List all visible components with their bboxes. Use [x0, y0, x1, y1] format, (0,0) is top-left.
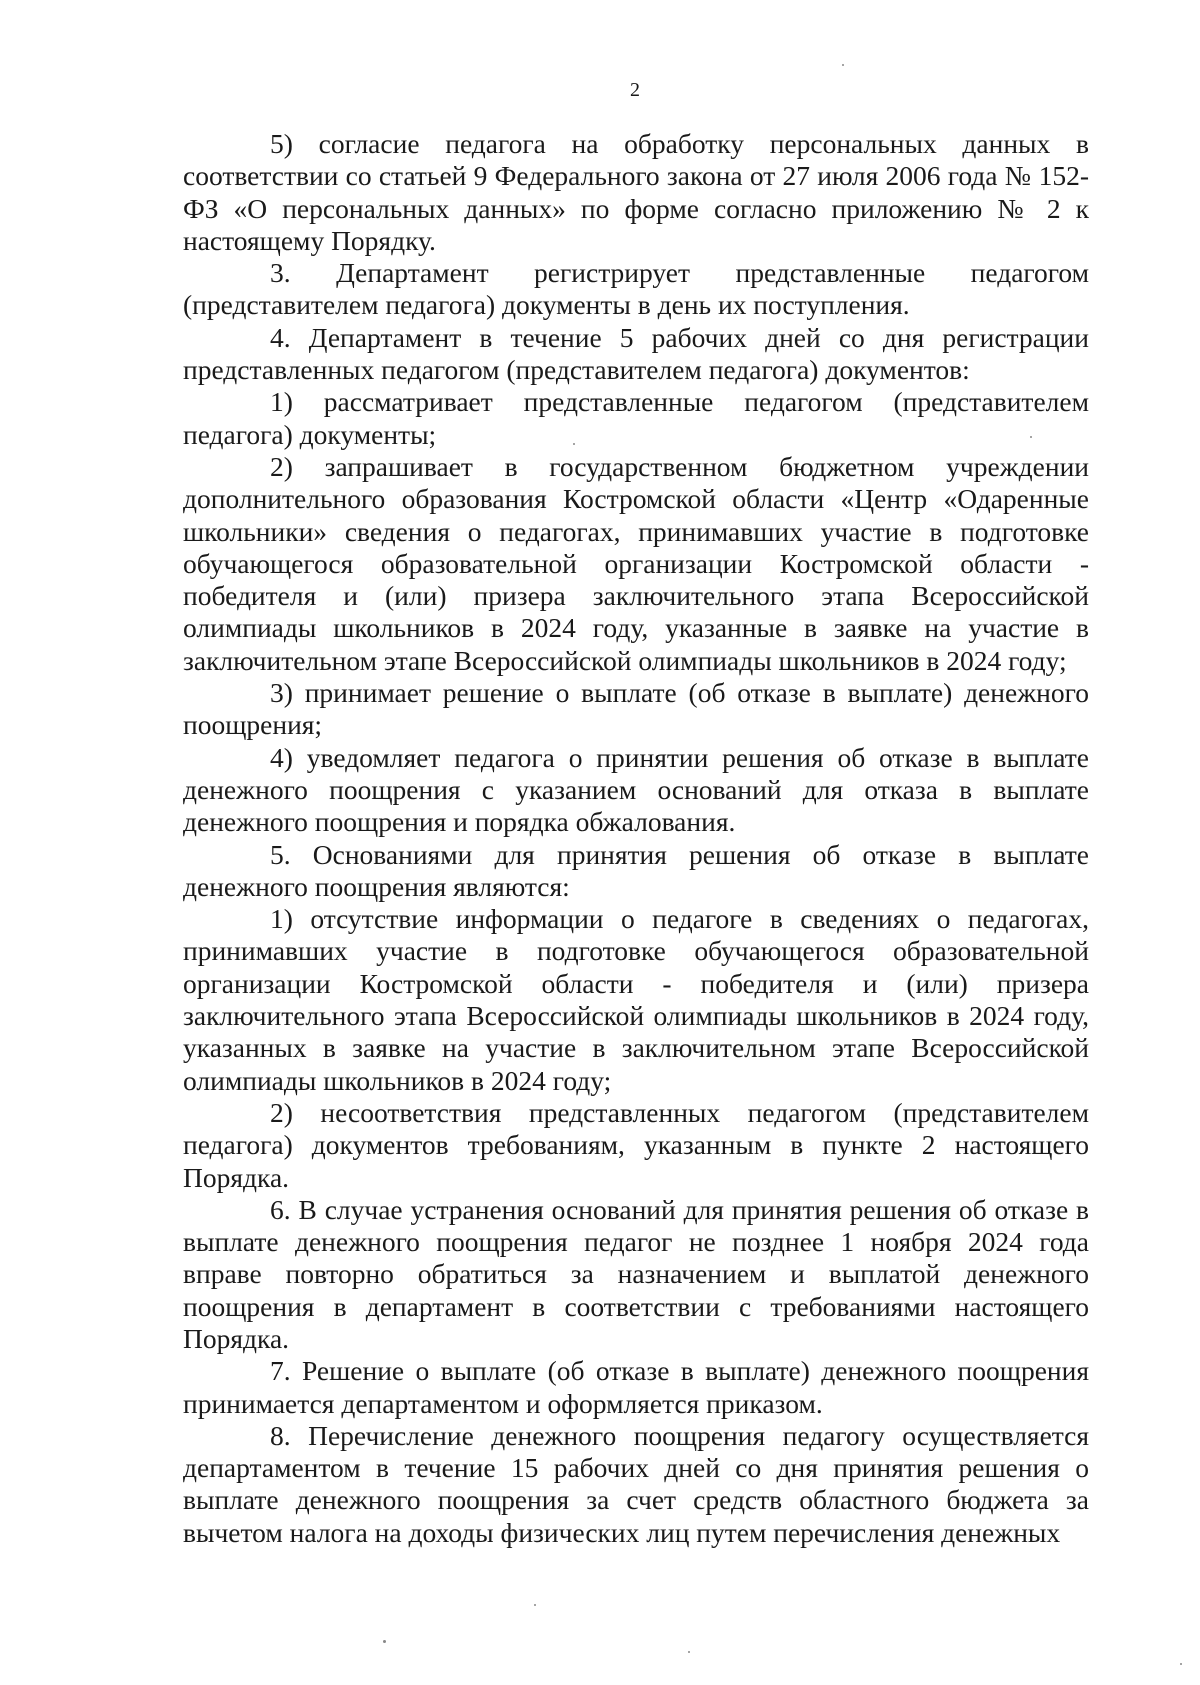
scan-speck	[688, 1651, 690, 1653]
paragraph-item-4-4: 4) уведомляет педагога о принятии решения об отказе в выплате денежного поощрения с указанием оснований для отказа в выплате денежного поощрения и порядка обжалования.	[183, 741, 1089, 838]
page-number: 2	[630, 79, 640, 101]
paragraph-item-7: 7. Решение о выплате (об отказе в выплате) денежного поощрения принимается департаментом и оформляется приказом.	[183, 1355, 1089, 1419]
paragraph-item-3: 3. Департамент регистрирует представленные педагогом (представителем педагога) документы в день их поступления.	[183, 257, 1089, 321]
paragraph-item-8: 8. Перечисление денежного поощрения педагогу осуществляется департаментом в течение 15 рабочих дней со дня принятия решения о выплате денежного поощрения за счет средств областного бюджета за вычетом налога на доходы физических лиц путем перечисления денежных	[183, 1419, 1089, 1548]
document-body	[183, 128, 1089, 1549]
paragraph-item-4-3: 3) принимает решение о выплате (об отказе в выплате) денежного поощрения;	[183, 677, 1089, 741]
scan-speck	[842, 64, 844, 66]
scan-speck	[383, 1640, 386, 1643]
scan-speck	[573, 443, 575, 445]
paragraph-item-4-2: 2) запрашивает в государственном бюджетном учреждении дополнительного образования Костромской области «Центр «Одаренные школьники» сведения о педагогах, принимавших участие в подготовке обучающегося образовательной организации Костромской области - победителя и (или) призера заключительного этапа Всероссийской олимпиады школьников в 2024 году, указанные в заявке на участие в заключительном этапе Всероссийской олимпиады школьников в 2024 году;	[183, 450, 1089, 676]
scan-speck	[534, 1604, 536, 1606]
paragraph-item-5: 5. Основаниями для принятия решения об отказе в выплате денежного поощрения являются:	[183, 838, 1089, 902]
paragraph-item-6: 6. В случае устранения оснований для принятия решения об отказе в выплате денежного поощрения педагог не позднее 1 ноября 2024 года вправе повторно обратиться за назначением и выплатой денежного поощрения в департамент в соответствии с требованиями настоящего Порядка.	[183, 1193, 1089, 1354]
scan-speck	[1180, 1663, 1182, 1665]
paragraph-item-4: 4. Департамент в течение 5 рабочих дней со дня регистрации представленных педагогом (представителем педагога) документов:	[183, 321, 1089, 386]
paragraph-consent: 5) согласие педагога на обработку персональных данных в соответствии со статьей 9 Федерального закона от 27 июля 2006 года № 152-ФЗ «О персональных данных» по форме согласно приложению № 2 к настоящему Порядку.	[183, 128, 1089, 256]
paragraph-item-4-1: 1) рассматривает представленные педагогом (представителем педагога) документы;	[183, 386, 1089, 450]
scan-speck	[1030, 436, 1032, 438]
paragraph-item-5-1: 1) отсутствие информации о педагоге в сведениях о педагогах, принимавших участие в подготовке обучающегося образовательной организации Костромской области - победителя и (или) призера заключительного этапа Всероссийской олимпиады школьников в 2024 году, указанных в заявке на участие в заключительном этапе Всероссийской олимпиады школьников в 2024 году;	[183, 903, 1089, 1096]
paragraph-item-5-2: 2) несоответствия представленных педагогом (представителем педагога) документов требованиям, указанным в пункте 2 настоящего Порядка.	[183, 1096, 1089, 1193]
